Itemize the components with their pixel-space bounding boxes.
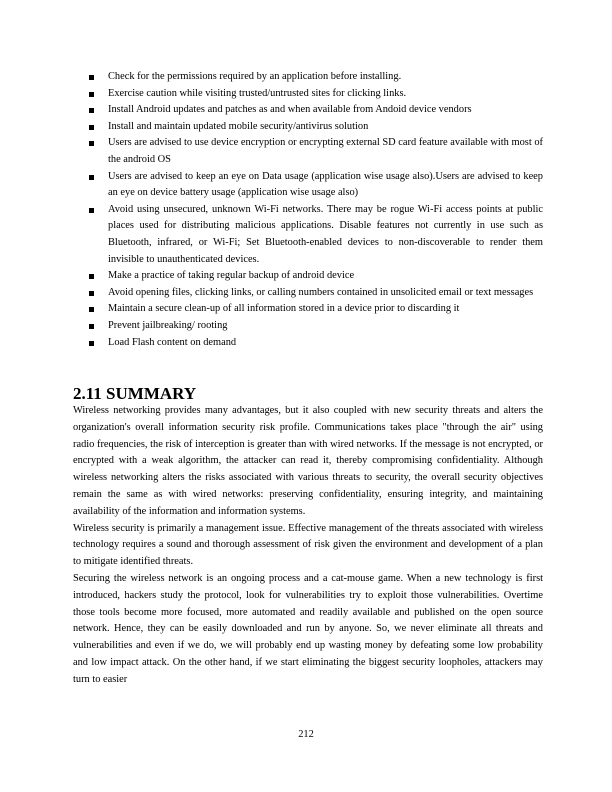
list-item	[89, 119, 543, 136]
bullet-square-icon	[89, 274, 94, 279]
summary-paragraph: Wireless networking provides many advantages, but it also coupled with new security threats and alters the organization's overall information security risk profile. Communications takes place "through the air" using radio frequencies, the risk of interception is greater than with wired networks. If the message is not encrypted, or encrypted with a weak algorithm, the attacker can read it, thereby compromising confidentiality. Although wireless networking alters the risks associated with various threats to security, the overall security objectives remain the same as with wired networks: preserving confidentiality, ensuring integrity, and maintaining availability of the information and information systems.	[73, 405, 543, 517]
list-item	[89, 102, 543, 119]
list-item-text: Load Flash content on demand	[108, 336, 237, 348]
list-item-text: Check for the permissions required by an application before installing.	[108, 71, 402, 82]
bullet-square-icon	[89, 307, 94, 312]
bullet-square-icon	[89, 92, 94, 97]
list-item-text: Prevent jailbreaking/ rooting	[108, 319, 228, 331]
list-item	[89, 318, 543, 335]
summary-body	[73, 403, 543, 689]
bullet-square-icon	[89, 108, 94, 113]
list-item	[89, 135, 543, 168]
bullet-square-icon	[89, 75, 94, 80]
list-item-text: Avoid using unsecured, unknown Wi-Fi networks. There may be rogue Wi-Fi access points at public places used for distributing malicious applications. Disable features not currently in use such as Bluetooth, infrared, or Wi-Fi; Set Bluetooth-enabled devices to non-discoverable to render them invisible to unauthenticated devices.	[108, 203, 543, 265]
list-item	[89, 169, 543, 202]
list-item	[89, 268, 543, 285]
list-item-text: Users are advised to keep an eye on Data usage (application wise usage also).Users are advised to keep an eye on device battery usage (application wise usage also)	[108, 170, 543, 199]
summary-paragraph: Securing the wireless network is an ongoing process and a cat-mouse game. When a new technology is first introduced, hackers study the protocol, look for vulnerabilities try to exploit those vulnerabilities. Overtime those tools become more focused, more automated and readily available and published on the open source network. Hence, they can be easily downloaded and run by anyone. So, we never eliminate all threats and vulnerabilities and even if we do, we will probably end up wasting money by defeating some low probability and low impact attack. On the other hand, if we start eliminating the biggest security loopholes, attackers may turn to easier	[73, 572, 543, 685]
section-heading: 2.11 SUMMARY	[73, 384, 197, 403]
bullet-square-icon	[89, 324, 94, 329]
list-item	[89, 86, 543, 103]
bullet-square-icon	[89, 341, 94, 346]
summary-paragraph: Wireless security is primarily a management issue. Effective management of the threats associated with wireless technology requires a sound and thorough assessment of risk given the environment and development of a plan to mitigate identified threats.	[73, 522, 543, 568]
list-item	[89, 285, 543, 302]
list-item-text: Maintain a secure clean-up of all information stored in a device prior to discarding it	[108, 303, 460, 315]
list-item-text: Users are advised to use device encryption or encrypting external SD card feature available with most of the android OS	[108, 137, 543, 165]
list-item-text: Exercise caution while visiting trusted/untrusted sites for clicking links.	[108, 87, 407, 99]
bullet-square-icon	[89, 125, 94, 130]
bullet-list	[89, 69, 543, 351]
list-item	[89, 69, 543, 86]
list-item	[89, 301, 543, 318]
list-item-text: Avoid opening files, clicking links, or calling numbers contained in unsolicited email or text messages	[108, 286, 534, 298]
list-item-text: Install and maintain updated mobile security/antivirus solution	[108, 120, 369, 132]
bullet-square-icon	[89, 291, 94, 296]
list-item-text: Install Android updates and patches as and when available from Andoid device vendors	[108, 104, 472, 116]
list-item	[89, 335, 543, 352]
bullet-square-icon	[89, 208, 94, 213]
list-item	[89, 202, 543, 268]
list-item-text: Make a practice of taking regular backup of android device	[108, 270, 355, 282]
bullet-square-icon	[89, 141, 94, 146]
page-number: 212	[298, 729, 314, 740]
bullet-square-icon	[89, 175, 94, 180]
